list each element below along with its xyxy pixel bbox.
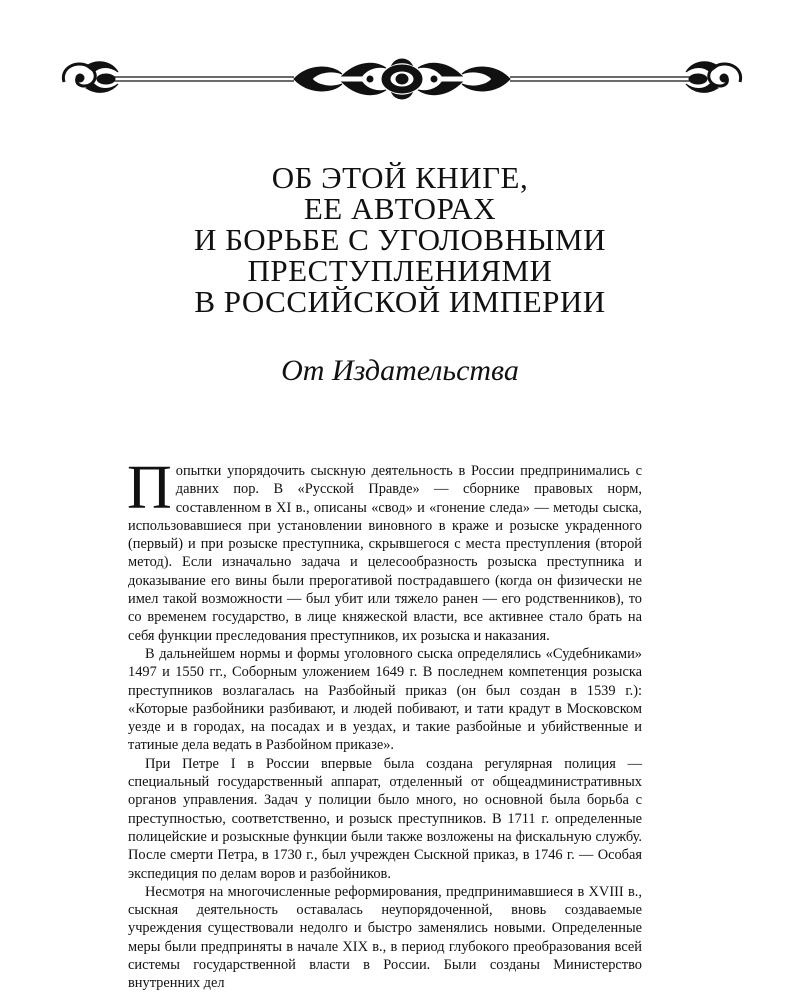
title-line: ПРЕСТУПЛЕНИЯМИ: [247, 253, 553, 288]
paragraph: [127, 454, 642, 645]
page-title: [100, 162, 700, 317]
page-subtitle: От Издательства: [281, 354, 519, 387]
paragraph: В дальнейшем нормы и формы уголовного сыска определялись «Судебниками» 1497 и 1550 гг., Соборным уложением 1649 г. В последнем компетенция розыска преступников возлагалась на Разбойный приказ (он был создан в 1539 г.): «Которые разбойники разбивают, и людей побивают, и тати крадут в Московском уезде и в городах, на посадах и в уездах, и такие разбойные и убийственные и татиные дела ведать в Разбойном приказе».: [128, 645, 642, 754]
paragraph-text: опытки упорядочить сыскную деятельность в России предпринимались с давних пор. В «Русской Правде» — сборнике правовых норм, составленном в XI в., описаны «свод» и «гонение следа» — методы сыска, использовавшиеся при установлении виновного в краже и розыске украденного (первый) и при розыске преступника, скрывшегося с места преступления (второй метод). Если изначально задача и целесообразность розыска преступника и доказывание его вины были прерогативой пострадавшего (когда он физически не имел такой возможности — был убит или тяжело ранен — его родственников), то со временем государство, в лице княжеской власти, все активнее стало брать на себя функции преследования преступников, их розыска и наказания.: [128, 463, 642, 644]
decorative-header-ornament: [56, 56, 748, 102]
drop-cap: П: [127, 454, 172, 522]
title-line: В РОССИЙСКОЙ ИМПЕРИИ: [194, 284, 606, 319]
left-scroll-ornament: [63, 62, 118, 93]
center-ornament: [294, 59, 510, 99]
paragraph: При Петре I в России впервые была создана регулярная полиция — специальный государственный аппарат, отделенный от общеадминистративных органов управления. Задач у полиции было много, но основной была борьба с преступностью, соответственно, и розыск преступников. В 1711 г. определенные полицейские и розыскные функции были также возложены на фискальную службу. После смерти Петра, в 1730 г., был учрежден Сыскной приказ, в 1746 г. — Особая экспедиция по делам воров и разбойников.: [128, 755, 642, 882]
article-body: [127, 454, 642, 993]
title-line: ОБ ЭТОЙ КНИГЕ,: [271, 160, 529, 195]
paragraph: Несмотря на многочисленные реформирования, предпринимавшиеся в XVIII в., сыскная деятельность оставалась неупорядоченной, вновь создаваемые учреждения существовали недолго и быстро заменялись новыми. Определенные меры были предприняты в начале XIX в., в период глубокого преобразования всей системы государственной власти в России. Были созданы Министерство внутренних дел: [128, 883, 642, 992]
right-scroll-ornament: [686, 62, 741, 93]
title-line: И БОРЬБЕ С УГОЛОВНЫМИ: [194, 222, 606, 257]
title-line: ЕЕ АВТОРАХ: [303, 191, 497, 226]
